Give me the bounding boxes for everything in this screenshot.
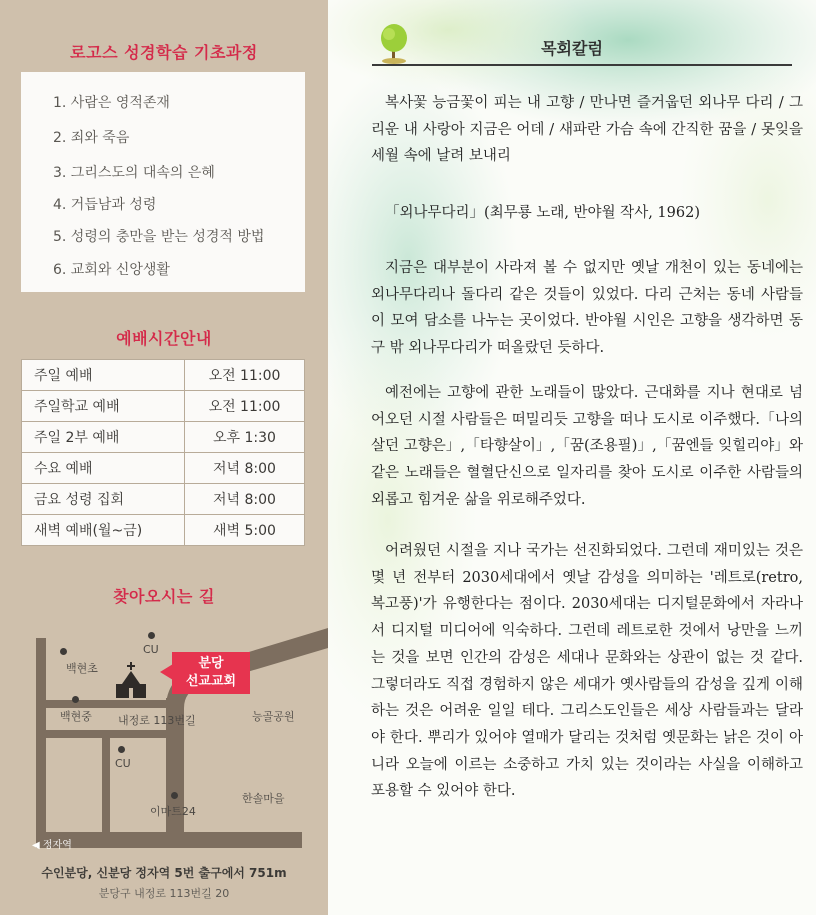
school-dot [60,648,67,655]
service-name: 주일 예배 [22,360,185,391]
service-name: 새벽 예배(월~금) [22,515,185,546]
course-item: 3. 그리스도의 대속의 은혜 [53,165,215,181]
table-row [22,515,305,546]
church-callout [172,652,250,694]
title-divider [372,64,792,66]
map-label-emart: 이마트24 [150,805,196,818]
column-title: 목회칼럼 [541,39,603,58]
service-name: 수요 예배 [22,453,185,484]
table-row [22,484,305,515]
road-bottom [36,832,302,848]
table-row [22,422,305,453]
service-time: 오전 11:00 [185,360,305,391]
service-table [21,359,305,546]
map-label-baekhyeon-elem: 백현초 [66,662,98,675]
road-left [36,638,46,848]
map-label-road: 내정로 113번길 [118,714,196,727]
poem-source [371,200,803,227]
map-label-park: 능골공원 [252,710,295,723]
left-panel [0,0,328,915]
table-row [22,453,305,484]
station-label: 정자역 [42,840,72,851]
poem-body: 복사꽃 능금꽃이 피는 내 고향 / 만나면 즐거웁던 외나무 다리 / 그리운 내 사랑아 지금은 어데 / 새파란 가슴 속에 간직한 꿈을 / 못잊을 세월 속에 날려 보내리 [371,95,803,165]
map-roads [0,618,328,858]
road-naejeong [36,700,184,708]
service-title: 예배시간안내 [116,329,212,348]
map-label-baekhyeon-mid: 백현중 [60,710,92,723]
emart-dot [171,792,178,799]
course-item: 6. 교회와 신앙생활 [53,262,170,278]
station-arrow-icon: ◀ [32,840,43,851]
map-label-cu-mid: CU [115,757,131,770]
cu-top-dot [148,632,155,639]
body-paragraph [371,538,803,805]
map-label-village: 한솔마을 [242,792,285,805]
callout-line: 분당 [198,656,224,671]
table-row [22,360,305,391]
map-label-cu-top: CU [143,643,159,656]
paragraph-text: 어려웠던 시절을 지나 국가는 선진화되었다. 그런데 재미있는 것은 몇 년 전부터 2030세대에서 옛날 감성을 의미하는 '레트로(retro, 복고풍)'가 유행한다는 점이다. 2030세대는 디지털문화에서 자라나서 디지털 미디어에 익숙하다. 그런데 레트로한 것에서 낭만을 느끼는 것을 보면 인간의 감성은 세대나 문화와는 상관이 없는 것 같다. 그렇더라도 직접 경험하지 않은 세대가 옛사람들의 감성을 깊게 이해하는 것은 어려운 일일 테다. 그리스도인들은 세상 사람들과는 달라야 한다. 뿌리가 있어야 열매가 달리는 것처럼 옛문화는 낡은 것이 아니라 오늘에 이르는 소중하고 가치 있는 것이라는 사실을 이해하고 포용할 수 있어야 한다. [371,543,803,800]
road-mid [102,730,110,840]
paragraph-text: 지금은 대부분이 사라져 볼 수 없지만 옛날 개천이 있는 동네에는 외나무다리나 돌다리 같은 것들이 있었다. 다리 근처는 동네 사람들이 모여 담소를 나누는 곳이었다. 반야월 시인은 고향을 생각하면 동구 밖 외나무다리가 떠올랐던 듯하다. [371,260,803,357]
table-row [22,391,305,422]
service-time: 새벽 5:00 [185,515,305,546]
middle-school-dot [72,696,79,703]
cu-mid-dot [118,746,125,753]
body-paragraph [371,255,803,362]
service-time: 저녁 8:00 [185,453,305,484]
service-name: 주일 2부 예배 [22,422,185,453]
service-name: 주일학교 예배 [22,391,185,422]
address-main: 수인분당, 신분당 정자역 5번 출구에서 751m [41,866,287,880]
course-list [21,72,305,292]
course-item: 5. 성령의 충만을 받는 성경적 방법 [53,229,265,245]
callout-line: 선교교회 [185,674,237,689]
course-item: 4. 거듭남과 성령 [53,197,157,213]
directions-title: 찾아오시는 길 [113,587,215,606]
service-time: 오전 11:00 [185,391,305,422]
address-sub: 분당구 내정로 113번길 20 [98,887,230,900]
service-name: 금요 성령 집회 [22,484,185,515]
service-time: 저녁 8:00 [185,484,305,515]
right-panel [328,0,816,915]
paragraph-text: 예전에는 고향에 관한 노래들이 많았다. 근대화를 지나 현대로 넘어오던 시절 사람들은 떠밀리듯 고향을 떠나 도시로 이주했다.「나의 살던 고향은」,「타향살이」,「꿈(조용필)」,「꿈엔들 잊힐리야」와 같은 노래들은 혈혈단신으로 일자리를 찾아 도시로 이주한 사람들의 외롭고 힘겨운 삶을 위로해주었다. [371,385,803,508]
road-cross [36,730,184,738]
map-label-station [32,836,72,851]
poem-citation: 「외나무다리」(최무룡 노래, 반야월 작사, 1962) [385,205,700,221]
location-map [0,618,328,858]
body-paragraph [371,380,803,514]
poem-text [371,90,803,170]
church-icon [116,662,146,698]
service-time: 오후 1:30 [185,422,305,453]
course-title: 로고스 성경학습 기초과정 [70,43,258,62]
course-item: 1. 사람은 영적존재 [53,95,170,111]
course-item: 2. 죄와 죽음 [53,130,130,146]
